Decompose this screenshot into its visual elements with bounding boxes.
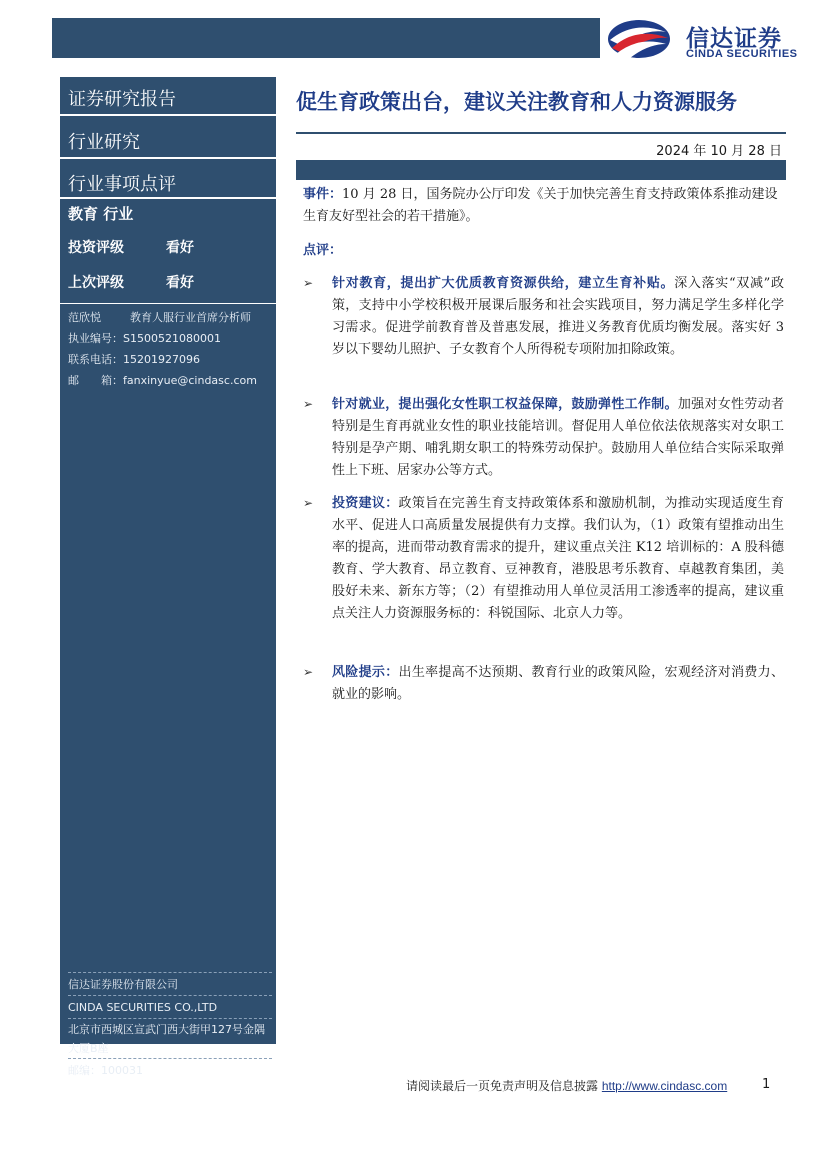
sidebar-divider	[60, 157, 276, 159]
bullet-text: 政策旨在完善生育支持政策体系和激励机制，为推动实现适度生育水平、促进人口高质量发展提供有力支撑。我们认为，（1）政策有望推动出生率的提高，进而带动教育需求的提升，建议重点关注 K12 培训标的：A 股科德教育、学大教育、昂立教育、豆神教育，港股思考乐教育、卓越教育集团，美股好未来、新东方等；（2）有望推动用人单位灵活用工渗透率的提高，建议重点关注人力资源服务标的：科锐国际、北京人力等。	[332, 496, 784, 621]
report-category: 行业研究	[68, 132, 140, 153]
report-subcategory: 行业事项点评	[68, 174, 176, 195]
website-link[interactable]: http://www.cindasc.com	[601, 1079, 728, 1093]
arrow-bullet-icon: ➢	[303, 276, 314, 290]
title-rule	[296, 132, 786, 134]
sidebar	[60, 77, 276, 1077]
license-number: S1500521080001	[123, 332, 221, 345]
phone-label: 联系电话：	[68, 353, 123, 366]
cinda-logo	[604, 14, 814, 64]
sidebar-divider	[60, 197, 276, 199]
event-paragraph	[303, 184, 783, 228]
comment-label: 点评：	[303, 243, 343, 258]
bullet-lead: 针对教育，提出扩大优质教育资源供给，建立生育补贴。	[332, 276, 675, 291]
company-address: 北京市西城区宣武门西大街甲127号金隅大厦B座	[68, 1023, 265, 1055]
company-name-cn: 信达证券股份有限公司	[68, 978, 178, 991]
page-title: 促生育政策出台，建议关注教育和人力资源服务	[296, 90, 737, 114]
company-info	[68, 972, 272, 1081]
date-bar	[296, 160, 786, 180]
event-text: 10 月 28 日，国务院办公厅印发《关于加快完善生育支持政策体系推动建设生育友好型社会的若干措施》。	[303, 187, 778, 224]
phone-number: 15201927096	[123, 353, 200, 366]
event-label: 事件：	[303, 187, 343, 202]
comment-heading	[303, 240, 783, 262]
prev-rating-value: 看好	[166, 275, 194, 291]
prev-rating-label: 上次评级	[68, 275, 124, 291]
bullet-employment	[332, 394, 784, 482]
report-type: 证券研究报告	[68, 89, 176, 110]
postcode: 100031	[101, 1064, 143, 1077]
bullet-text: 出生率提高不达预期、教育行业的政策风险，宏观经济对消费力、就业的影响。	[332, 665, 784, 702]
analyst-info	[68, 307, 257, 391]
bullet-text: 加强对女性劳动者特别是生育再就业女性的职业技能培训。督促用人单位依法依规落实对女职工特别是孕产期、哺乳期女职工的特殊劳动保护。鼓励用人单位结合实际采取弹性上下班、居家办公等方式。	[332, 397, 784, 478]
postcode-label: 邮编：	[68, 1064, 101, 1077]
bullet-text: 深入落实“双减”政策，支持中小学校积极开展课后服务和社会实践项目，努力满足学生多样化学习需求。促进学前教育普及普惠发展，推进义务教育优质均衡发展。落实好 3 岁以下婴幼儿照护、子女教育个人所得税专项附加扣除政策。	[332, 276, 784, 357]
report-date: 2024 年 10 月 28 日	[656, 144, 782, 159]
bullet-lead: 针对就业，提出强化女性职工权益保障，鼓励弹性工作制。	[332, 397, 678, 412]
bullet-education	[332, 273, 784, 361]
arrow-bullet-icon: ➢	[303, 496, 314, 510]
email-address[interactable]: fanxinyue@cindasc.com	[123, 374, 257, 387]
rating-label: 投资评级	[68, 240, 124, 256]
sidebar-divider	[60, 114, 276, 116]
bullet-investment	[332, 493, 784, 625]
footer	[406, 1077, 727, 1094]
rating-value: 看好	[166, 240, 194, 256]
analyst-title: 教育人服行业首席分析师	[130, 311, 251, 324]
logo-chinese-name: 信达证券	[686, 26, 782, 52]
logo-english-name: CINDA SECURITIES	[686, 48, 798, 60]
disclaimer-text: 请阅读最后一页免责声明及信息披露	[406, 1079, 599, 1093]
analyst-name: 范欣悦	[68, 311, 101, 324]
bullet-lead: 投资建议：	[332, 496, 399, 511]
license-label: 执业编号：	[68, 332, 123, 345]
sidebar-divider	[60, 303, 276, 304]
bullet-risk	[332, 662, 784, 706]
bullet-lead: 风险提示：	[332, 665, 399, 680]
arrow-bullet-icon: ➢	[303, 665, 314, 679]
page-number: 1	[762, 1077, 771, 1092]
sector-label: 教育 行业	[68, 205, 134, 223]
cinda-logo-icon	[604, 14, 674, 64]
email-label: 邮 箱：	[68, 374, 123, 387]
header-bar	[52, 18, 600, 58]
arrow-bullet-icon: ➢	[303, 397, 314, 411]
company-name-en: CINDA SECURITIES CO.,LTD	[68, 1001, 218, 1014]
